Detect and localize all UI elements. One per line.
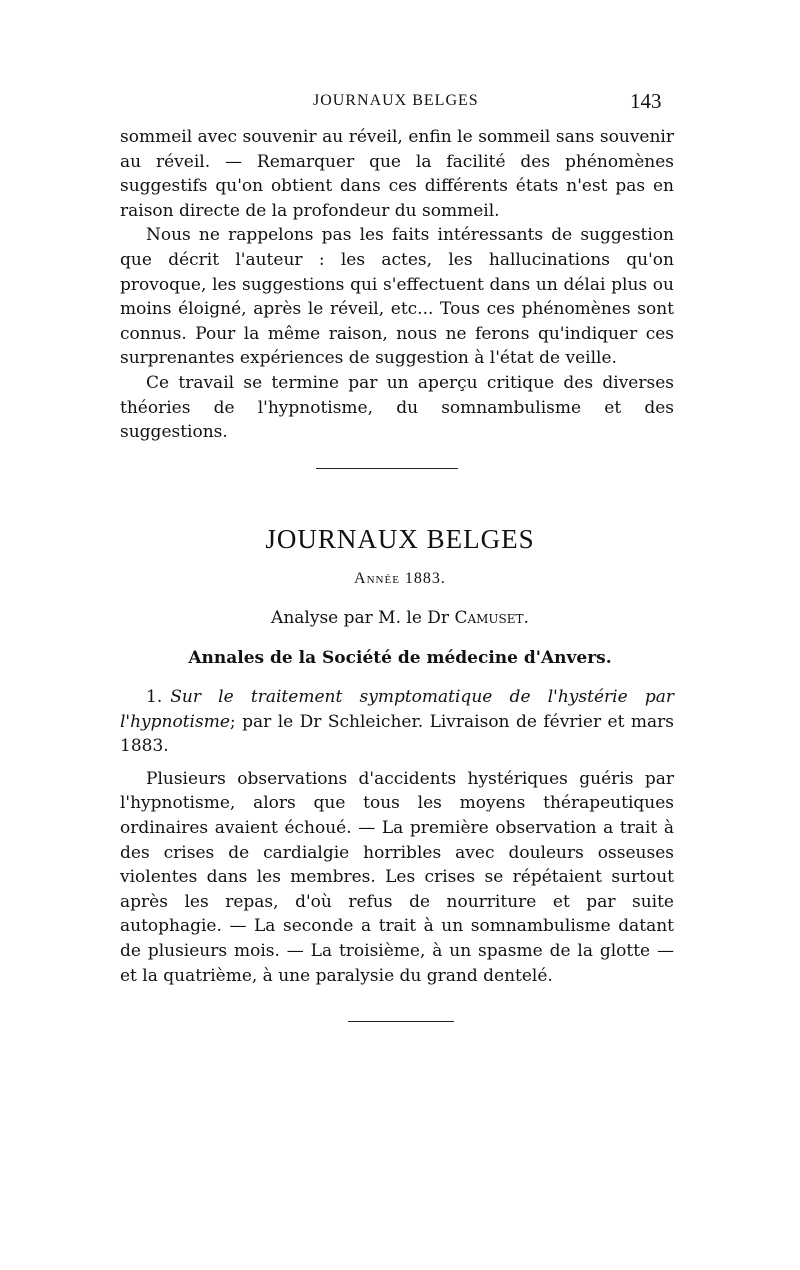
year-text: Année 1883. xyxy=(354,570,446,587)
intro-text xyxy=(120,125,674,445)
article-heading xyxy=(120,685,674,759)
analyst-prefix: Analyse par M. le Dr xyxy=(271,608,450,628)
section-title: JOURNAUX BELGES xyxy=(265,524,535,554)
section-divider xyxy=(316,468,458,469)
paragraph: Nous ne rappelons pas les faits intéressants de suggestion que décrit l'auteur : les actes, les hallucinations qu'on provoque, les suggestions qui s'effectuent dans un délai plus ou moins éloigné, après le réveil, etc... Tous ces phénomènes sont connus. Pour la même raison, nous ne ferons qu'indiquer ces surprenantes expériences de suggestion à l'état de veille. xyxy=(120,225,674,369)
journal-title: Annales de la Société de médecine d'Anvers. xyxy=(188,648,612,668)
running-title: JOURNAUX BELGES xyxy=(313,92,479,109)
article-title: Sur le traitement symptomatique de l'hystérie par l'hypnotisme xyxy=(120,687,674,732)
page-number: 143 xyxy=(630,89,662,113)
article-number: 1. xyxy=(146,687,163,707)
article-byline: ; par le Dr Schleicher. Livraison de février et mars 1883. xyxy=(120,711,674,757)
paragraph: sommeil avec souvenir au réveil, enfin le sommeil sans souvenir au réveil. — Remarquer que la facilité des phénomènes suggestifs qu'on obtient dans ces différents états n'est pas en raison directe de la profondeur du sommeil. xyxy=(120,127,674,221)
analyst-line xyxy=(0,608,800,628)
article-text xyxy=(120,685,674,988)
paragraph: Ce travail se termine par un aperçu critique des diverses théories de l'hypnotisme, du somnambulisme et des suggestions. xyxy=(120,372,674,443)
section-year xyxy=(0,570,800,588)
paragraph: Plusieurs observations d'accidents hystériques guéris par l'hypnotisme, alors que tous les moyens thérapeutiques ordinaires avaient échoué. — La première observation a trait à des crises de cardialgie horribles avec douleurs osseuses violentes dans les membres. Les crises se répétaient surtout après les repas, d'où refus de nourriture et par suite autophagie. — La seconde a trait à un somnambulisme datant de plusieurs mois. — La troisième, à un spasme de la glotte — et la quatrième, à une paralysie du grand dentelé. xyxy=(120,768,674,986)
end-divider xyxy=(348,1021,454,1022)
analyst-name: Camuset. xyxy=(454,608,529,628)
running-head xyxy=(0,89,800,116)
